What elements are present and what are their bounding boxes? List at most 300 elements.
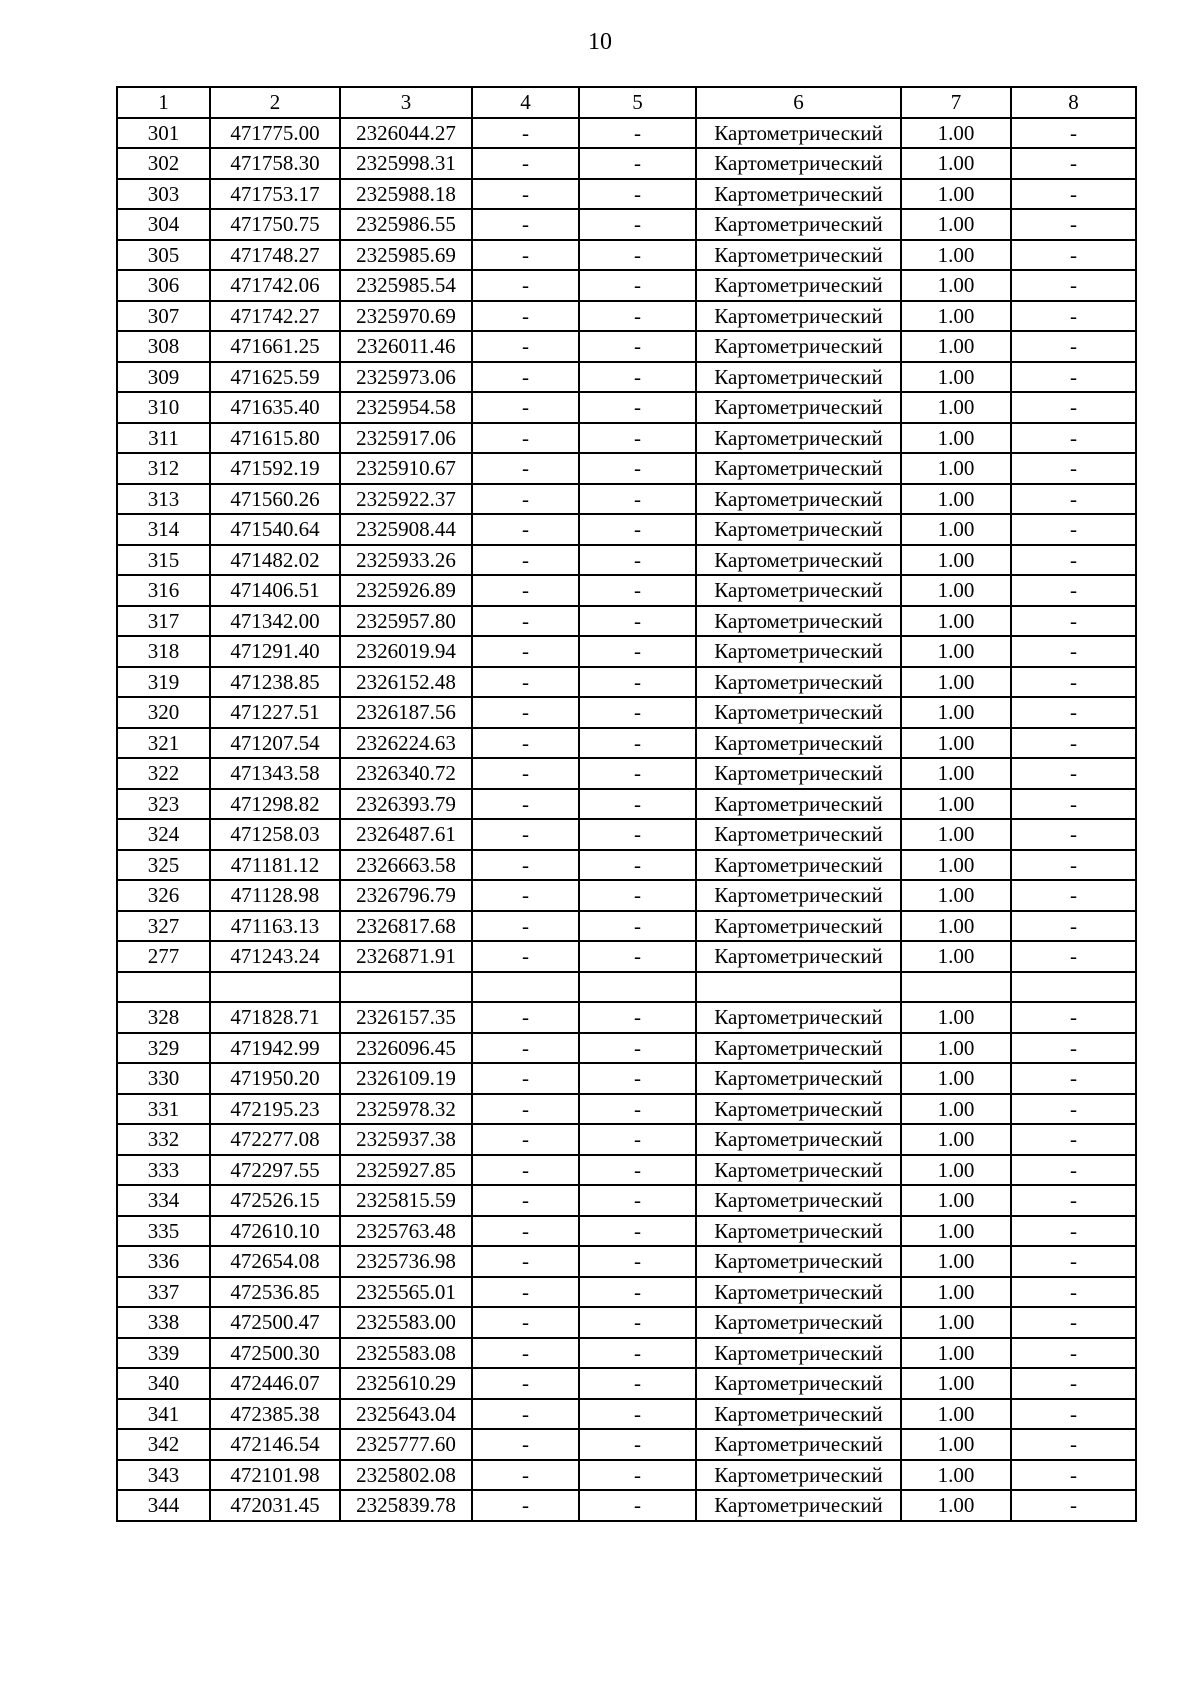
table-cell: - xyxy=(472,1246,579,1277)
table-cell: - xyxy=(579,331,696,362)
table-cell: - xyxy=(1011,118,1136,149)
table-cell: Картометрический xyxy=(696,1307,901,1338)
table-cell: 2325763.48 xyxy=(340,1216,472,1247)
table-cell: 1.00 xyxy=(901,209,1011,240)
table-cell: 471635.40 xyxy=(210,392,340,423)
table-row xyxy=(117,697,1136,728)
table-cell: 330 xyxy=(117,1063,210,1094)
table-cell: Картометрический xyxy=(696,1368,901,1399)
table-cell: 1.00 xyxy=(901,1307,1011,1338)
table-cell: 471560.26 xyxy=(210,484,340,515)
table-cell: - xyxy=(579,911,696,942)
table-cell: - xyxy=(1011,453,1136,484)
table-cell: 471753.17 xyxy=(210,179,340,210)
table-cell: - xyxy=(1011,270,1136,301)
table-row xyxy=(117,301,1136,332)
table-cell: 334 xyxy=(117,1185,210,1216)
table-row xyxy=(117,606,1136,637)
table-cell: - xyxy=(1011,392,1136,423)
table-row xyxy=(117,850,1136,881)
table-cell: - xyxy=(472,545,579,576)
table-cell: - xyxy=(1011,179,1136,210)
table-cell: 1.00 xyxy=(901,1368,1011,1399)
table-cell: - xyxy=(1011,148,1136,179)
table-cell: 336 xyxy=(117,1246,210,1277)
table-cell: - xyxy=(472,1033,579,1064)
table-cell: 1.00 xyxy=(901,1216,1011,1247)
table-cell: 471343.58 xyxy=(210,758,340,789)
table-cell: - xyxy=(579,850,696,881)
table-cell: 325 xyxy=(117,850,210,881)
table-cell: 471163.13 xyxy=(210,911,340,942)
table-cell: - xyxy=(472,575,579,606)
table-cell: 472526.15 xyxy=(210,1185,340,1216)
table-cell: Картометрический xyxy=(696,392,901,423)
table-cell: - xyxy=(472,697,579,728)
table-cell: 1.00 xyxy=(901,606,1011,637)
table-row xyxy=(117,1094,1136,1125)
table-cell: - xyxy=(472,1124,579,1155)
table-cell: 472195.23 xyxy=(210,1094,340,1125)
table-cell: 1.00 xyxy=(901,148,1011,179)
table-cell: Картометрический xyxy=(696,758,901,789)
column-header: 6 xyxy=(696,87,901,118)
table-cell: Картометрический xyxy=(696,514,901,545)
column-header: 7 xyxy=(901,87,1011,118)
table-cell: - xyxy=(1011,911,1136,942)
table-row xyxy=(117,1124,1136,1155)
table-cell: Картометрический xyxy=(696,1216,901,1247)
table-cell: 338 xyxy=(117,1307,210,1338)
table-cell: - xyxy=(472,880,579,911)
table-cell: 1.00 xyxy=(901,545,1011,576)
table-cell: Картометрический xyxy=(696,911,901,942)
table-cell: 472654.08 xyxy=(210,1246,340,1277)
table-row xyxy=(117,118,1136,149)
table-cell: 1.00 xyxy=(901,331,1011,362)
table-cell: - xyxy=(579,423,696,454)
table-cell: 1.00 xyxy=(901,118,1011,149)
table-cell: Картометрический xyxy=(696,606,901,637)
table-cell: - xyxy=(472,1490,579,1521)
table-cell: - xyxy=(579,1002,696,1033)
table-cell: 472500.47 xyxy=(210,1307,340,1338)
table-cell: - xyxy=(472,209,579,240)
table-cell: - xyxy=(579,1124,696,1155)
table-cell: - xyxy=(1011,758,1136,789)
table-row xyxy=(117,484,1136,515)
table-cell: 1.00 xyxy=(901,880,1011,911)
table-cell: - xyxy=(1011,423,1136,454)
table-cell: 328 xyxy=(117,1002,210,1033)
table-row xyxy=(117,1155,1136,1186)
table-cell: 471615.80 xyxy=(210,423,340,454)
table-cell: - xyxy=(579,728,696,759)
table-cell: 2325978.32 xyxy=(340,1094,472,1125)
table-cell: - xyxy=(472,636,579,667)
table-cell: - xyxy=(472,179,579,210)
table-row xyxy=(117,1033,1136,1064)
table-cell: 2326796.79 xyxy=(340,880,472,911)
table-cell xyxy=(579,972,696,1003)
table-cell: 329 xyxy=(117,1033,210,1064)
table-row xyxy=(117,1185,1136,1216)
table-cell: - xyxy=(579,545,696,576)
table-cell: - xyxy=(579,148,696,179)
table-cell: - xyxy=(472,606,579,637)
table-cell: - xyxy=(1011,1460,1136,1491)
table-cell: 1.00 xyxy=(901,240,1011,271)
table-cell: 472536.85 xyxy=(210,1277,340,1308)
table-cell: - xyxy=(1011,1002,1136,1033)
table-row xyxy=(117,331,1136,362)
table-cell: - xyxy=(1011,1033,1136,1064)
table-cell: Картометрический xyxy=(696,484,901,515)
table-row xyxy=(117,179,1136,210)
table-cell: 471238.85 xyxy=(210,667,340,698)
table-cell: 1.00 xyxy=(901,1277,1011,1308)
table-cell: 314 xyxy=(117,514,210,545)
table-cell: 471942.99 xyxy=(210,1033,340,1064)
table-cell: 1.00 xyxy=(901,1460,1011,1491)
table-cell: 471207.54 xyxy=(210,728,340,759)
table-cell: 2325643.04 xyxy=(340,1399,472,1430)
table-cell: - xyxy=(472,392,579,423)
table-cell: 304 xyxy=(117,209,210,240)
table-cell: 1.00 xyxy=(901,636,1011,667)
table-row xyxy=(117,972,1136,1003)
table-cell: - xyxy=(472,1216,579,1247)
table-cell: 1.00 xyxy=(901,758,1011,789)
table-cell: 471342.00 xyxy=(210,606,340,637)
table-row xyxy=(117,270,1136,301)
table-cell: 339 xyxy=(117,1338,210,1369)
table-cell: - xyxy=(1011,331,1136,362)
table-row xyxy=(117,1277,1136,1308)
table-cell xyxy=(340,972,472,1003)
table-cell: - xyxy=(1011,1368,1136,1399)
table-cell xyxy=(1011,972,1136,1003)
table-cell: 2325985.69 xyxy=(340,240,472,271)
table-cell: 307 xyxy=(117,301,210,332)
table-cell: 471291.40 xyxy=(210,636,340,667)
table-cell: 326 xyxy=(117,880,210,911)
table-cell: 1.00 xyxy=(901,484,1011,515)
table-row xyxy=(117,1246,1136,1277)
table-row xyxy=(117,545,1136,576)
table-cell: 471482.02 xyxy=(210,545,340,576)
table-cell: - xyxy=(1011,728,1136,759)
table-cell: Картометрический xyxy=(696,423,901,454)
table-cell: - xyxy=(579,362,696,393)
column-header: 4 xyxy=(472,87,579,118)
table-cell: 2325985.54 xyxy=(340,270,472,301)
table-cell: - xyxy=(579,1490,696,1521)
table-cell: - xyxy=(1011,636,1136,667)
table-row xyxy=(117,514,1136,545)
table-cell xyxy=(210,972,340,1003)
table-cell xyxy=(472,972,579,1003)
table-cell: 472610.10 xyxy=(210,1216,340,1247)
table-cell: 310 xyxy=(117,392,210,423)
table-cell: 2325917.06 xyxy=(340,423,472,454)
table-cell: Картометрический xyxy=(696,1490,901,1521)
table-cell: Картометрический xyxy=(696,1002,901,1033)
table-cell: - xyxy=(579,1429,696,1460)
table-cell: 315 xyxy=(117,545,210,576)
table-cell: 2325583.08 xyxy=(340,1338,472,1369)
table-cell: 1.00 xyxy=(901,1124,1011,1155)
table-cell: 301 xyxy=(117,118,210,149)
table-cell: - xyxy=(579,697,696,728)
table-cell: - xyxy=(1011,209,1136,240)
table-cell: - xyxy=(579,606,696,637)
table-cell: Картометрический xyxy=(696,667,901,698)
table-row xyxy=(117,636,1136,667)
table-cell: Картометрический xyxy=(696,240,901,271)
table-cell: 1.00 xyxy=(901,514,1011,545)
table-cell: - xyxy=(472,728,579,759)
table-cell: Картометрический xyxy=(696,331,901,362)
table-row xyxy=(117,240,1136,271)
table-cell: 2325839.78 xyxy=(340,1490,472,1521)
table-cell: Картометрический xyxy=(696,453,901,484)
table-cell xyxy=(696,972,901,1003)
table-cell: - xyxy=(579,1307,696,1338)
table-cell: 472385.38 xyxy=(210,1399,340,1430)
table-cell: 1.00 xyxy=(901,1155,1011,1186)
table-row xyxy=(117,911,1136,942)
table-cell: 1.00 xyxy=(901,911,1011,942)
table-cell: Картометрический xyxy=(696,1399,901,1430)
table-cell: - xyxy=(1011,850,1136,881)
table-cell: 1.00 xyxy=(901,728,1011,759)
table-cell: Картометрический xyxy=(696,1185,901,1216)
table-row xyxy=(117,1460,1136,1491)
table-row xyxy=(117,667,1136,698)
table-row xyxy=(117,789,1136,820)
table-cell: - xyxy=(579,179,696,210)
table-cell: - xyxy=(472,667,579,698)
table-cell: - xyxy=(1011,819,1136,850)
table-cell: - xyxy=(1011,240,1136,271)
table-cell: - xyxy=(1011,1277,1136,1308)
table-cell: 2326157.35 xyxy=(340,1002,472,1033)
table-cell: 2326871.91 xyxy=(340,941,472,972)
column-header: 2 xyxy=(210,87,340,118)
table-cell: Картометрический xyxy=(696,1124,901,1155)
table-cell: - xyxy=(472,1277,579,1308)
table-cell: 471775.00 xyxy=(210,118,340,149)
table-cell: 1.00 xyxy=(901,1429,1011,1460)
table-row xyxy=(117,941,1136,972)
table-cell: 2326019.94 xyxy=(340,636,472,667)
table-cell: Картометрический xyxy=(696,880,901,911)
column-header: 3 xyxy=(340,87,472,118)
table-cell xyxy=(901,972,1011,1003)
table-cell: 2325908.44 xyxy=(340,514,472,545)
table-cell: 2326663.58 xyxy=(340,850,472,881)
table-cell: 1.00 xyxy=(901,301,1011,332)
table-row xyxy=(117,148,1136,179)
table-cell: - xyxy=(579,484,696,515)
table-cell: - xyxy=(472,758,579,789)
table-cell: 2325926.89 xyxy=(340,575,472,606)
table-cell: 316 xyxy=(117,575,210,606)
table-cell: - xyxy=(579,1399,696,1430)
table-cell: 471181.12 xyxy=(210,850,340,881)
table-cell: - xyxy=(579,209,696,240)
table-cell: 471742.06 xyxy=(210,270,340,301)
table-cell: 1.00 xyxy=(901,1338,1011,1369)
table-cell: 2326393.79 xyxy=(340,789,472,820)
table-row xyxy=(117,423,1136,454)
table-cell: - xyxy=(1011,1063,1136,1094)
table-cell: Картометрический xyxy=(696,1429,901,1460)
table-cell: - xyxy=(579,575,696,606)
table-cell: 2326044.27 xyxy=(340,118,472,149)
table-cell: - xyxy=(579,1094,696,1125)
table-cell: 1.00 xyxy=(901,1063,1011,1094)
table-cell: - xyxy=(472,331,579,362)
table-cell: - xyxy=(579,789,696,820)
table-cell: Картометрический xyxy=(696,148,901,179)
table-row xyxy=(117,1399,1136,1430)
table-cell: - xyxy=(472,1460,579,1491)
table-cell: - xyxy=(579,941,696,972)
table-cell: 306 xyxy=(117,270,210,301)
table-cell: 471750.75 xyxy=(210,209,340,240)
table-cell: 344 xyxy=(117,1490,210,1521)
table-cell: 1.00 xyxy=(901,789,1011,820)
table-cell: Картометрический xyxy=(696,118,901,149)
table-cell: - xyxy=(472,1368,579,1399)
table-row xyxy=(117,362,1136,393)
table-cell: 2325815.59 xyxy=(340,1185,472,1216)
table-cell: 311 xyxy=(117,423,210,454)
table-cell: 2326187.56 xyxy=(340,697,472,728)
table-cell: 303 xyxy=(117,179,210,210)
table-cell: 331 xyxy=(117,1094,210,1125)
table-cell: 309 xyxy=(117,362,210,393)
table-cell: Картометрический xyxy=(696,697,901,728)
table-cell: - xyxy=(579,1368,696,1399)
table-cell: 332 xyxy=(117,1124,210,1155)
table-cell: - xyxy=(579,1246,696,1277)
table-cell: - xyxy=(1011,1124,1136,1155)
table-row xyxy=(117,1307,1136,1338)
table-row xyxy=(117,209,1136,240)
table-cell: 343 xyxy=(117,1460,210,1491)
table-row xyxy=(117,453,1136,484)
table-cell: - xyxy=(1011,1185,1136,1216)
table-cell: Картометрический xyxy=(696,1246,901,1277)
table-cell: 337 xyxy=(117,1277,210,1308)
column-header: 8 xyxy=(1011,87,1136,118)
table-row xyxy=(117,575,1136,606)
table-cell: - xyxy=(472,1429,579,1460)
table-cell: - xyxy=(579,667,696,698)
table-cell: - xyxy=(1011,697,1136,728)
table-cell: 2325802.08 xyxy=(340,1460,472,1491)
table-cell: - xyxy=(1011,1246,1136,1277)
table-cell: Картометрический xyxy=(696,1094,901,1125)
table-cell: 2325954.58 xyxy=(340,392,472,423)
table-cell: 2325910.67 xyxy=(340,453,472,484)
table-cell: 2326487.61 xyxy=(340,819,472,850)
table-cell: 1.00 xyxy=(901,392,1011,423)
table-cell: Картометрический xyxy=(696,1033,901,1064)
table-cell: 471742.27 xyxy=(210,301,340,332)
table-cell: - xyxy=(579,1033,696,1064)
table-cell: 1.00 xyxy=(901,1185,1011,1216)
table-cell: - xyxy=(579,118,696,149)
table-cell: 1.00 xyxy=(901,1490,1011,1521)
table-cell: 471243.24 xyxy=(210,941,340,972)
table-cell: Картометрический xyxy=(696,209,901,240)
table-cell: - xyxy=(1011,606,1136,637)
table-cell: 318 xyxy=(117,636,210,667)
table-cell: 472277.08 xyxy=(210,1124,340,1155)
table-cell: 1.00 xyxy=(901,362,1011,393)
table-cell: - xyxy=(579,1460,696,1491)
table-cell: - xyxy=(1011,1216,1136,1247)
column-header: 5 xyxy=(579,87,696,118)
table-cell: 277 xyxy=(117,941,210,972)
table-cell: 471128.98 xyxy=(210,880,340,911)
table-cell: - xyxy=(472,362,579,393)
table-cell: - xyxy=(472,819,579,850)
table-cell: 1.00 xyxy=(901,667,1011,698)
table-cell: 1.00 xyxy=(901,941,1011,972)
table-cell: Картометрический xyxy=(696,636,901,667)
table-cell: Картометрический xyxy=(696,819,901,850)
table-cell: 2326817.68 xyxy=(340,911,472,942)
table-cell: - xyxy=(472,1094,579,1125)
table-cell: - xyxy=(579,880,696,911)
table-cell: 471540.64 xyxy=(210,514,340,545)
table-body xyxy=(117,118,1136,1521)
table-row xyxy=(117,1338,1136,1369)
table-cell: 319 xyxy=(117,667,210,698)
table-cell: - xyxy=(1011,1155,1136,1186)
table-cell: 317 xyxy=(117,606,210,637)
table-cell: - xyxy=(1011,941,1136,972)
column-header: 1 xyxy=(117,87,210,118)
table-cell: Картометрический xyxy=(696,1155,901,1186)
table-row xyxy=(117,1002,1136,1033)
table-cell: - xyxy=(579,1063,696,1094)
table-cell: - xyxy=(472,270,579,301)
table-cell: - xyxy=(472,1155,579,1186)
table-cell: 1.00 xyxy=(901,423,1011,454)
table-cell: - xyxy=(1011,789,1136,820)
table-cell: 2326224.63 xyxy=(340,728,472,759)
table-cell: - xyxy=(472,1002,579,1033)
table-cell: 471828.71 xyxy=(210,1002,340,1033)
table-cell: 2325957.80 xyxy=(340,606,472,637)
table-cell: 322 xyxy=(117,758,210,789)
table-cell: 1.00 xyxy=(901,819,1011,850)
table-cell: 1.00 xyxy=(901,575,1011,606)
table-cell: - xyxy=(579,1155,696,1186)
table-cell: - xyxy=(579,1277,696,1308)
table-cell: 2326340.72 xyxy=(340,758,472,789)
table-cell: - xyxy=(579,1338,696,1369)
table-cell: 472297.55 xyxy=(210,1155,340,1186)
table-cell: 2325736.98 xyxy=(340,1246,472,1277)
table-cell: - xyxy=(472,514,579,545)
